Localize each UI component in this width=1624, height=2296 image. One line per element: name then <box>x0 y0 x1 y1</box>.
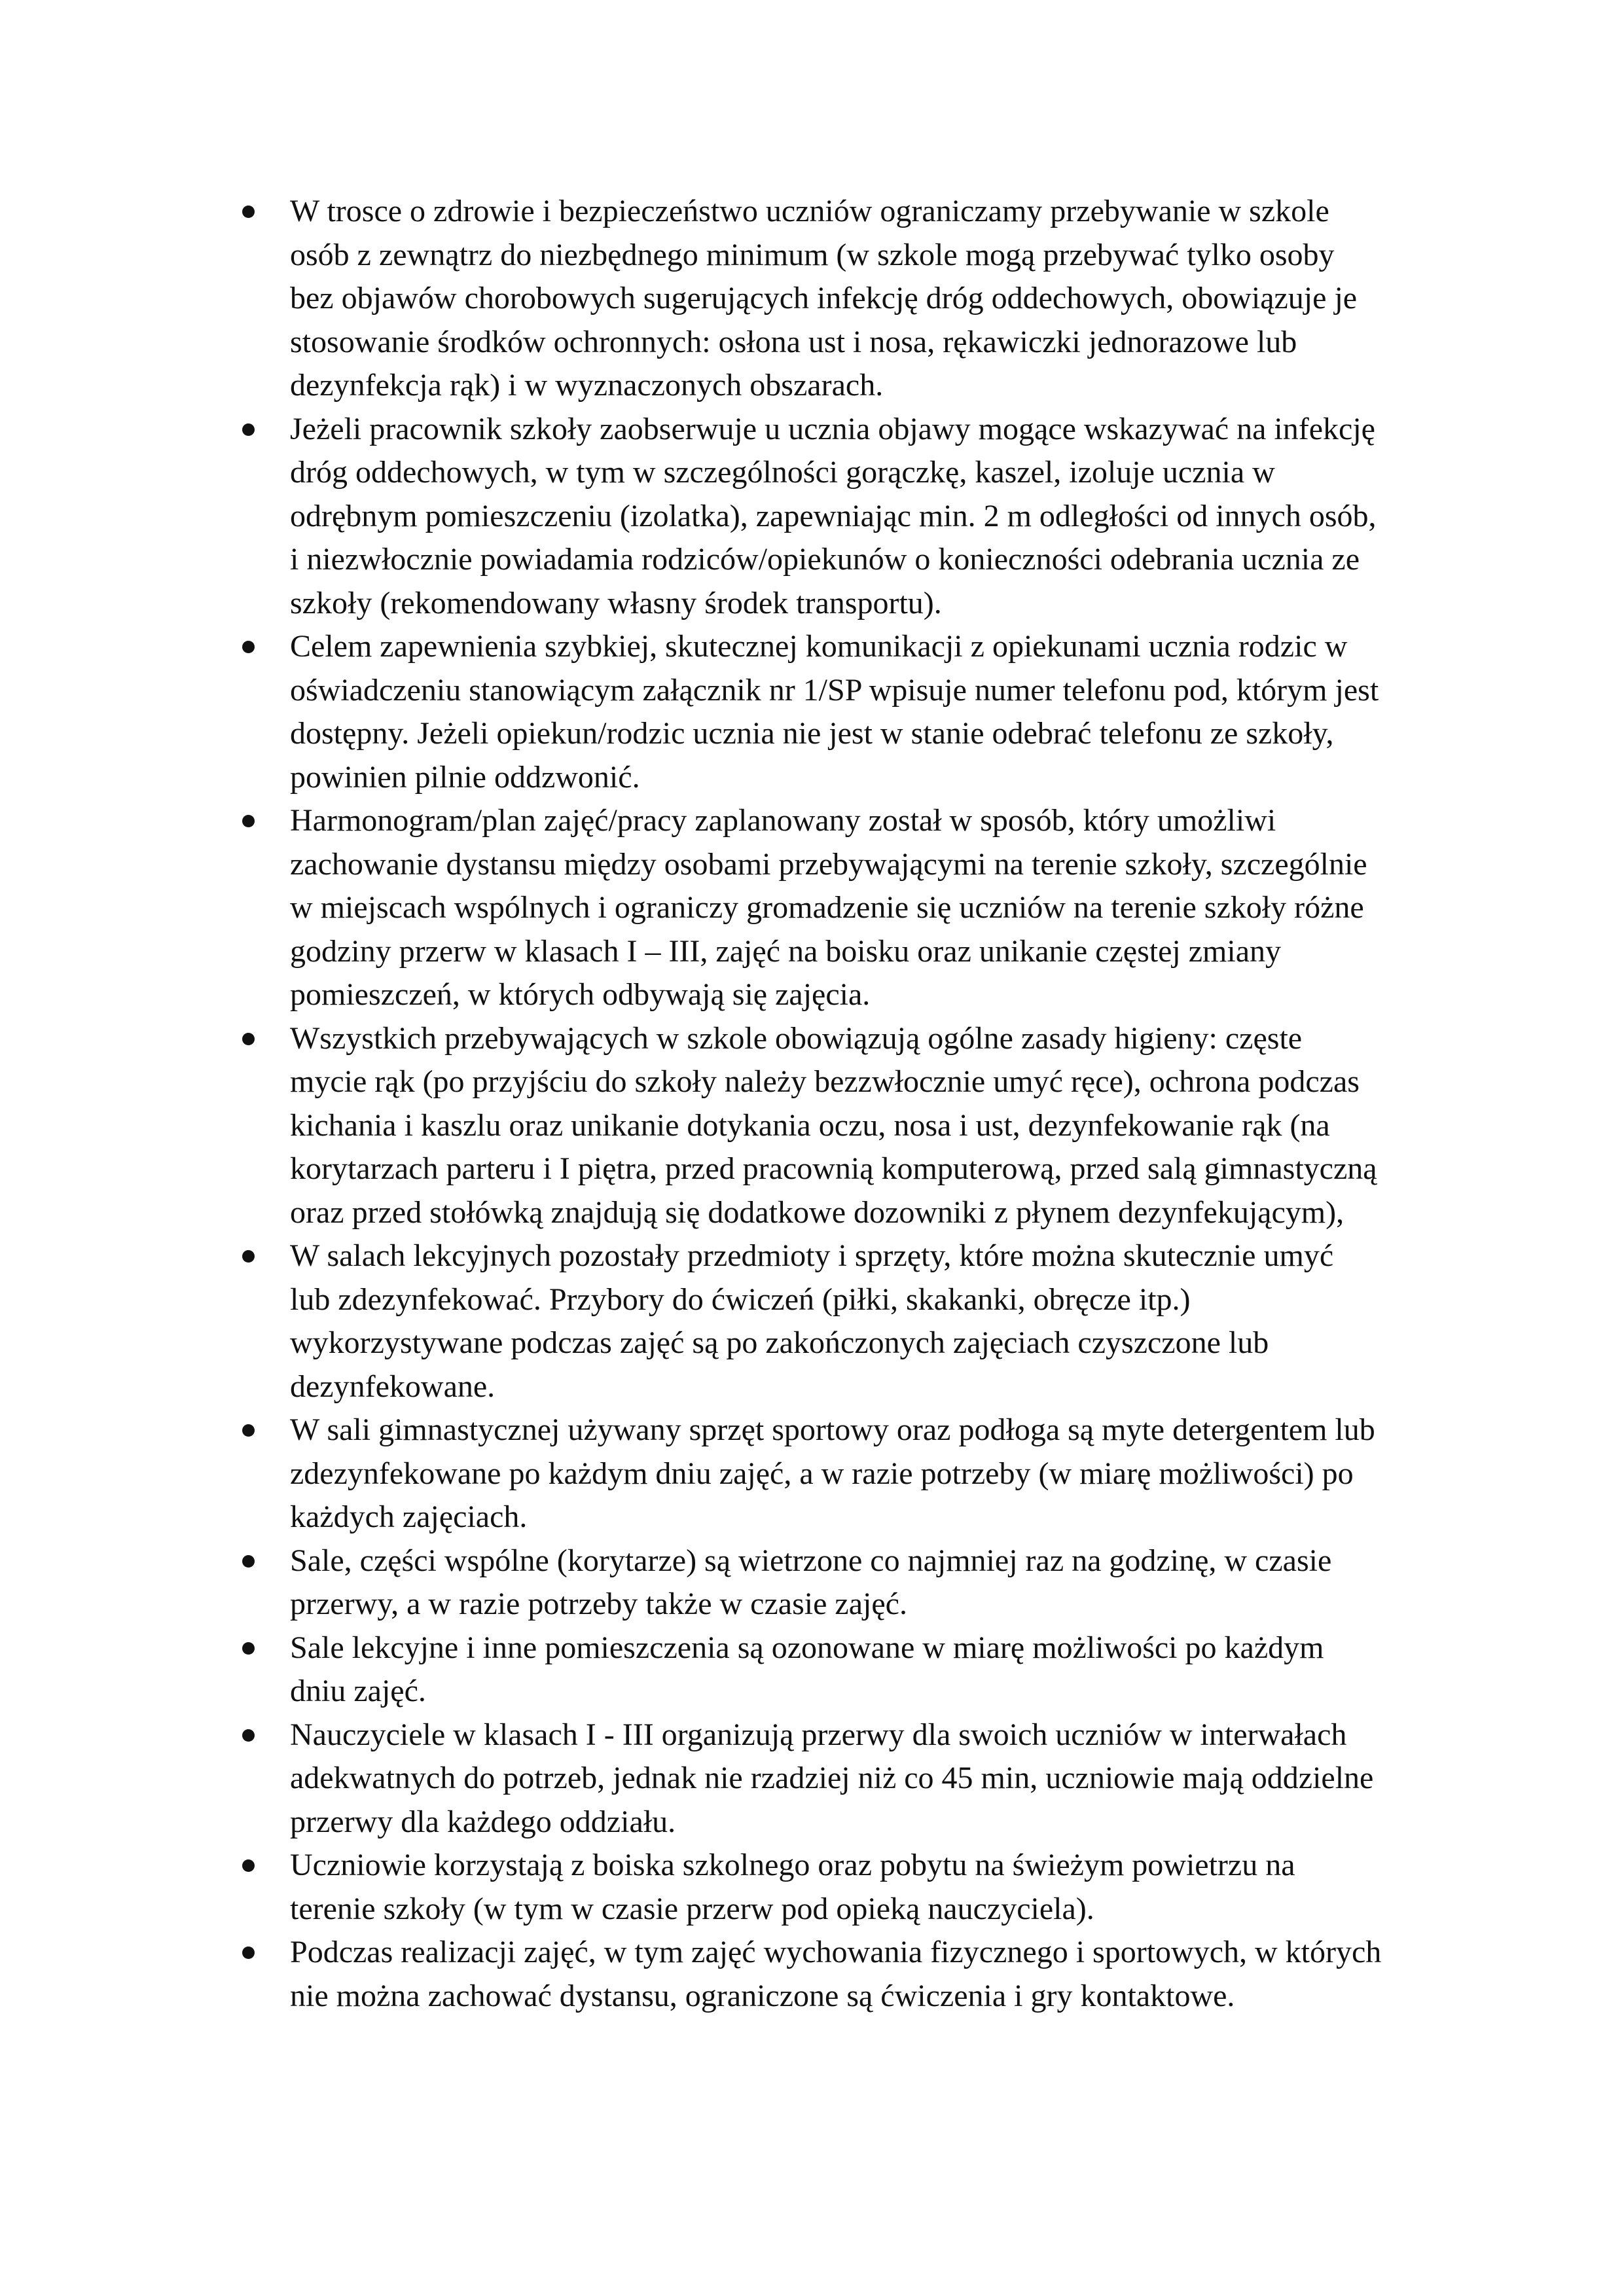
list-item-text: Podczas realizacji zajęć, w tym zajęć wychowania fizycznego i sportowych, w których nie można zachować dystansu, ograniczone są ćwiczenia i gry kontaktowe. <box>290 1935 1382 2013</box>
list-item <box>290 799 1462 1017</box>
list-item <box>290 1713 1462 1844</box>
list-item <box>290 1626 1462 1713</box>
list-item-text: Wszystkich przebywających w szkole obowiązują ogólne zasady higieny: częste mycie rąk (po przyjściu do szkoły należy bezzwłocznie umyć ręce), ochrona podczas kichania i kaszlu oraz unikanie dotykania oczu, nosa i ust, dezynfekowanie rąk (na korytarzach parteru i I piętra, przed pracownią komputerową, przed salą gimnastyczną oraz przed stołówką znajdują się dodatkowe dozowniki z płynem dezynfekującym), <box>290 1020 1377 1230</box>
bullet-icon <box>242 1424 255 1437</box>
list-item-text: Jeżeli pracownik szkoły zaobserwuje u ucznia objawy mogące wskazywać na infekcję dróg oddechowych, w tym w szczególności gorączkę, kaszel, izoluje ucznia w odrębnym pomieszczeniu (izolatka), zapewniając min. 2 m odległości od innych osób, i niezwłocznie powiadamia rodziców/opiekunów o konieczności odebrania ucznia ze szkoły (rekomendowany własny środek transportu). <box>290 411 1377 620</box>
bullet-icon <box>242 1033 255 1045</box>
list-item <box>290 1931 1462 2018</box>
list-item <box>290 625 1462 799</box>
bullet-icon <box>242 641 255 653</box>
list-item-text: Sale, części wspólne (korytarze) są wietrzone co najmniej raz na godzinę, w czasie przerwy, a w razie potrzeby także w czasie zajęć. <box>290 1543 1332 1621</box>
list-item-text: W salach lekcyjnych pozostały przedmioty i sprzęty, które można skutecznie umyć lub zdezynfekować. Przybory do ćwiczeń (piłki, skakanki, obręcze itp.) wykorzystywane podczas zajęć są po zakończonych zajęciach czyszczone lub dezynfekowane. <box>290 1238 1334 1404</box>
list-item <box>290 1017 1462 1235</box>
list-item <box>290 190 1462 408</box>
list-item-text: Celem zapewnienia szybkiej, skutecznej komunikacji z opiekunami ucznia rodzic w oświadczeniu stanowiącym załącznik nr 1/SP wpisuje numer telefonu pod, którym jest dostępny. Jeżeli opiekun/rodzic ucznia nie jest w stanie odebrać telefonu ze szkoły, powinien pilnie oddzwonić. <box>290 629 1379 795</box>
list-item <box>290 1234 1462 1408</box>
list-item <box>290 1408 1462 1539</box>
list-item-text: Sale lekcyjne i inne pomieszczenia są ozonowane w miarę możliwości po każdym dniu zajęć. <box>290 1630 1324 1708</box>
bullet-icon <box>242 1946 255 1959</box>
list-item-text: Nauczyciele w klasach I - III organizują przerwy dla swoich uczniów w interwałach adekwatnych do potrzeb, jednak nie rzadziej niż co 45 min, uczniowie mają oddzielne przerwy dla każdego oddziału. <box>290 1717 1374 1839</box>
list-item <box>290 408 1462 626</box>
list-item-text: W trosce o zdrowie i bezpieczeństwo uczniów ograniczamy przebywanie w szkole osób z zewnątrz do niezbędnego minimum (w szkole mogą przebywać tylko osoby bez objawów chorobowych sugerujących infekcję dróg oddechowych, obowiązuje je stosowanie środków ochronnych: osłona ust i nosa, rękawiczki jednorazowe lub dezynfekcja rąk) i w wyznaczonych obszarach. <box>290 194 1358 403</box>
list-item-text: W sali gimnastycznej używany sprzęt sportowy oraz podłoga są myte detergentem lub zdezynfekowane po każdym dniu zajęć, a w razie potrzeby (w miarę możliwości) po każdych zajęciach. <box>290 1412 1375 1534</box>
bullet-icon <box>242 1859 255 1872</box>
list-item-text: Uczniowie korzystają z boiska szkolnego oraz pobytu na świeżym powietrzu na terenie szkoły (w tym w czasie przerw pod opieką nauczyciela). <box>290 1848 1295 1926</box>
list-item-text: Harmonogram/plan zajęć/pracy zaplanowany został w sposób, który umożliwi zachowanie dystansu między osobami przebywającymi na terenie szkoły, szczególnie w miejscach wspólnych i ograniczy gromadzenie się uczniów na terenie szkoły różne godziny przerw w klasach I – III, zajęć na boisku oraz unikanie częstej zmiany pomieszczeń, w których odbywają się zajęcia. <box>290 803 1367 1012</box>
bullet-icon <box>242 1729 255 1742</box>
list-item <box>290 1844 1462 1931</box>
bullet-icon <box>242 206 255 218</box>
bullet-icon <box>242 1555 255 1568</box>
bullet-icon <box>242 423 255 436</box>
bullet-icon <box>242 815 255 827</box>
bullet-list <box>290 190 1462 2018</box>
bullet-icon <box>242 1250 255 1263</box>
bullet-icon <box>242 1642 255 1655</box>
list-item <box>290 1539 1462 1626</box>
